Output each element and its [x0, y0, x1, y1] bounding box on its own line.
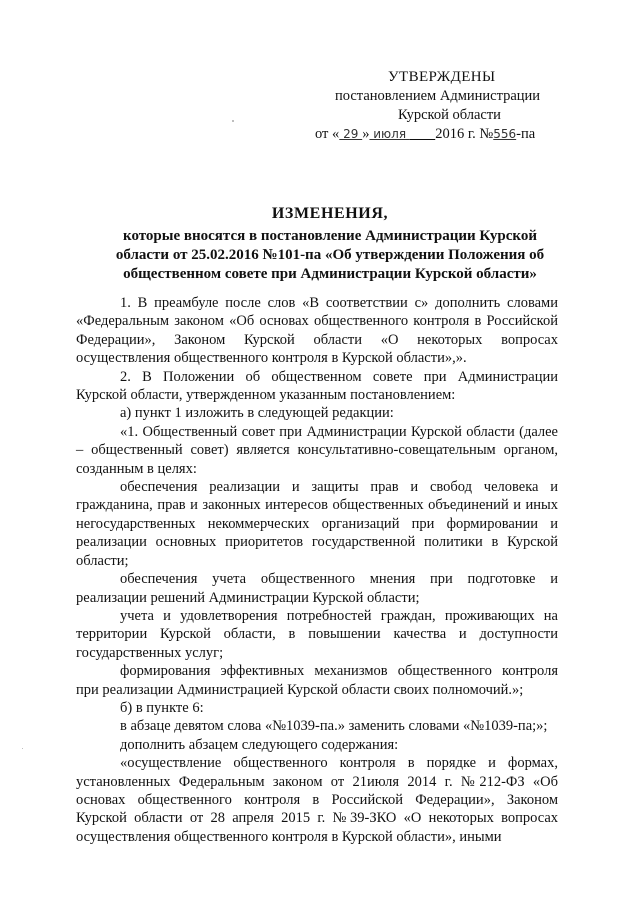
document-title [70, 204, 590, 284]
paragraph-2b-amend: в абзаце девятом слова «№1039-па.» заменить словами «№1039-па;»; [120, 718, 548, 735]
approval-heading: УТВЕРЖДЕНЫ [388, 69, 496, 85]
approval-line-region: Курской области [398, 107, 501, 123]
title-line-3: общественном совете при Администрации Курской области» [123, 266, 537, 282]
paragraph-2a: а) пункт 1 изложить в следующей редакции: [120, 405, 394, 422]
paragraph-2: 2. В Положении об общественном совете при Администрации Курской области, утвержденном указанным постановлением: [76, 368, 558, 404]
paragraph-goal-3: учета и удовлетворения потребностей граждан, проживающих на территории Курской области, в повышении качества и доступности государственных услуг; [76, 607, 558, 661]
document-body [76, 294, 558, 846]
date-close-quote: » [362, 126, 370, 142]
paragraph-goal-1: обеспечения реализации и защиты прав и свобод человека и гражданина, прав и законных интересов общественных объединений и иных негосударственных некоммерческих организаций при формировании и реализации основных приоритетов государственной политики в Курской области; [76, 479, 558, 569]
paragraph-2b: б) в пункте 6: [120, 699, 204, 716]
paragraph-2b-add: дополнить абзацем следующего содержания: [120, 736, 399, 753]
approval-line-resolution: постановлением Администрации [335, 88, 541, 104]
paragraph-quote-1: «1. Общественный совет при Администрации Курской области (далее – общественный совет) является консультативно-совещательным органом, созданным в целях: [76, 423, 558, 477]
approval-stamp-block [300, 68, 570, 144]
approval-date-number [300, 125, 570, 144]
title-line-1: которые вносятся в постановление Администрации Курской [123, 228, 537, 244]
date-day: 29 [339, 127, 363, 141]
paragraph-goal-4: формирования эффективных механизмов общественного контроля при реализации Администрацией Курской области своих полномочий.»; [76, 663, 558, 698]
number-suffix: -па [516, 126, 536, 142]
title-main: ИЗМЕНЕНИЯ, [271, 205, 389, 222]
paragraph-2b-new-text: «осуществление общественного контроля в порядке и формах, установленных Федеральным законом от 21июля 2014 г. №212-ФЗ «Об основах общественного контроля в Российской Федерации», Законом Курской области от 28 апреля 2015 г. №39-ЗКО «О некоторых вопросах осуществления общественного контроля в Курской области», иными [76, 755, 558, 845]
resolution-number: 556 [493, 127, 517, 141]
date-blank [410, 126, 435, 142]
scan-speck [22, 748, 23, 749]
paragraph-1: 1. В преамбуле после слов «В соответствии с» дополнить словами «Федеральным законом «Об основах общественного контроля в Российской Федерации», Законом Курской области «О некоторых вопросах осуществления общественного контроля в Курской области»,». [76, 295, 558, 367]
paragraph-goal-2: обеспечения учета общественного мнения при подготовке и реализации решений Администрации Курской области; [76, 571, 558, 606]
date-month: июля [369, 127, 410, 141]
scan-speck [232, 120, 234, 122]
year-and-number-label: 2016 г. № [435, 126, 494, 142]
date-prefix: от « [315, 126, 340, 142]
title-line-2: области от 25.02.2016 №101-па «Об утверждении Положения об [115, 247, 545, 263]
